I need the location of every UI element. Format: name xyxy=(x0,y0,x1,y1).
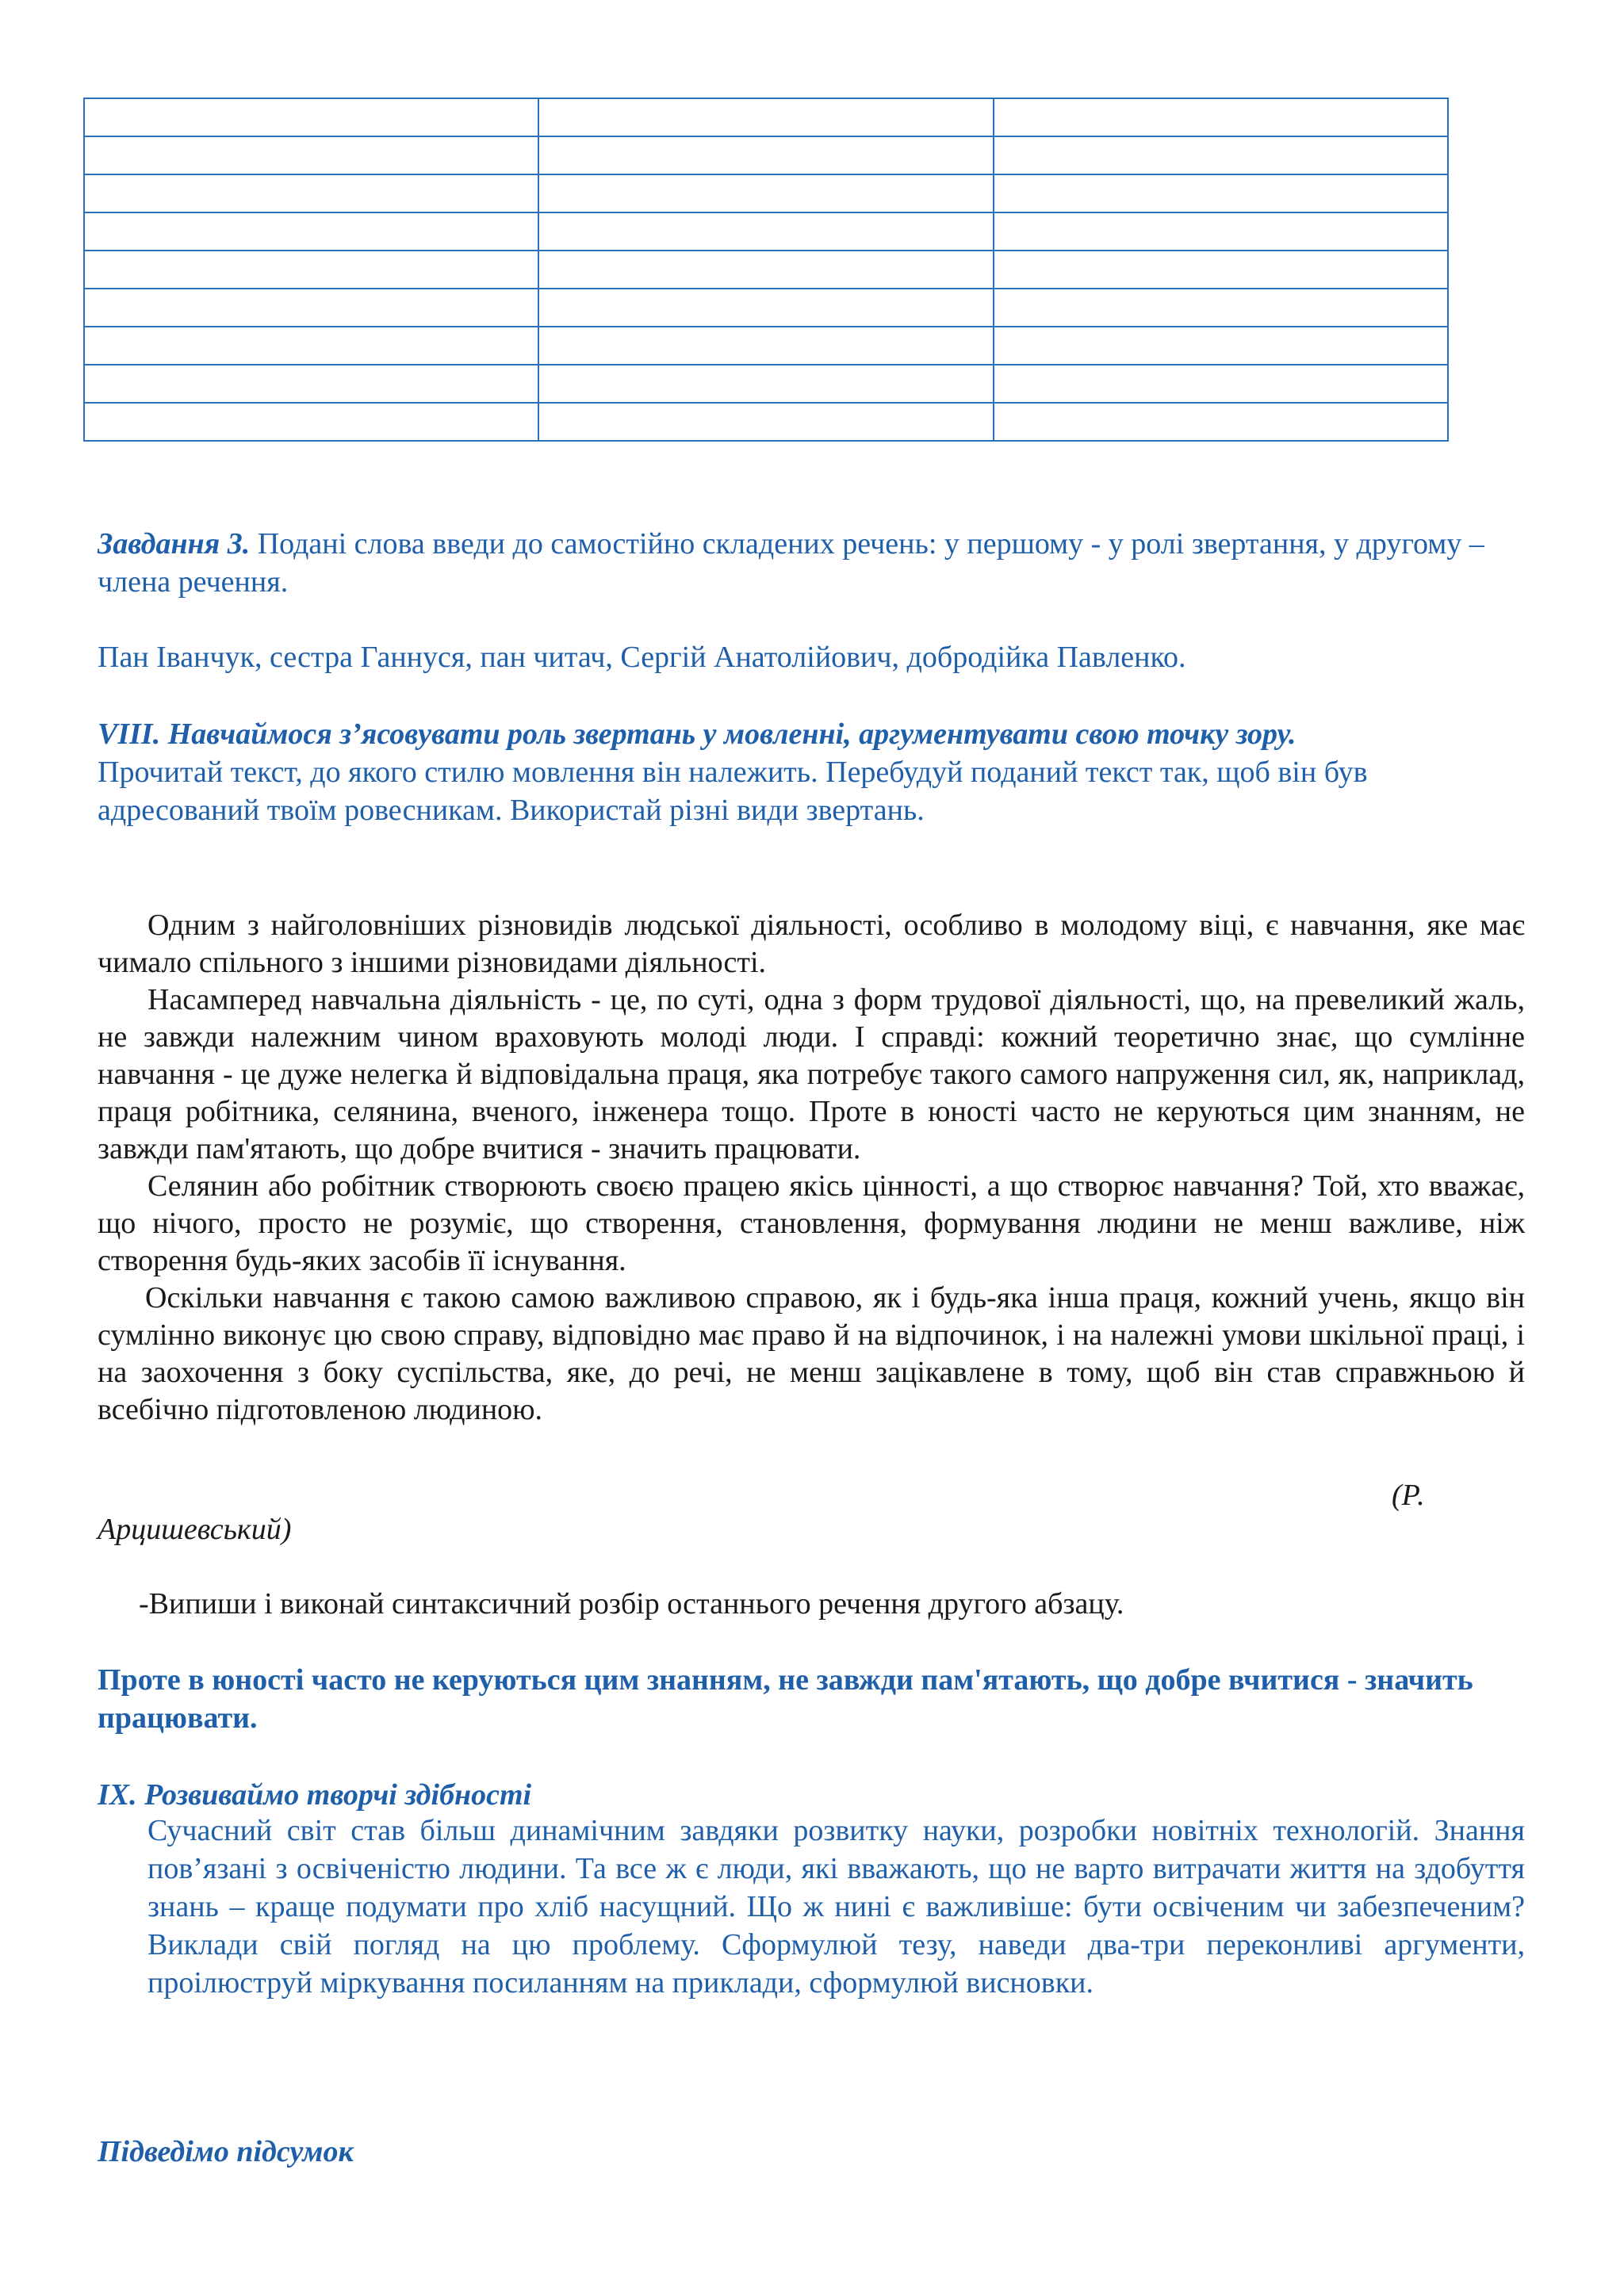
table-cell xyxy=(84,365,538,403)
table-row xyxy=(84,251,1448,289)
text-paragraph-3: Селянин або робітник створюють своєю працею якісь цінності, а що створює навчання? Той, хто вважає, що нічого, просто не розуміє, що створення, становлення, формування людини не менш важливе, ніж створення будь-яких засобів її існування. xyxy=(98,1169,1525,1277)
table-cell xyxy=(538,174,993,212)
answer-table-body xyxy=(84,98,1448,441)
text-paragraph-4: Оскільки навчання є такою самою важливою справою, як і будь-яка інша праця, кожний учень, якщо він сумлінно виконує цю свою справу, відповідно має право й на відпочинок, і на належні умови шкільної праці, і на заохочення з боку суспільства, яке, до речі, не менш зацікавлене в тому, щоб він став справжньою й всебічно підготовленою людиною. xyxy=(98,1281,1525,1426)
section8-text: Прочитай текст, до якого стилю мовлення він належить. Перебудуй поданий текст так, щоб він був адресований твоїм ровесникам. Використай різні види звертань. xyxy=(98,756,1368,827)
table-cell xyxy=(538,327,993,365)
table-cell xyxy=(84,251,538,289)
author-initial: (Р. xyxy=(1392,1479,1425,1512)
table-row xyxy=(84,212,1448,251)
table-row xyxy=(84,365,1448,403)
table-cell xyxy=(538,403,993,441)
table-row xyxy=(84,289,1448,327)
table-cell xyxy=(994,289,1448,327)
table-cell xyxy=(84,98,538,136)
analysis-sentence: Проте в юності часто не керуються цим знанням, не завжди пам'ятають, що добре вчитися - значить працювати. xyxy=(98,1663,1473,1735)
task3-label: Завдання 3. xyxy=(98,527,251,561)
table-cell xyxy=(994,98,1448,136)
summary-heading: Підведімо підсумок xyxy=(98,2135,354,2168)
instruction: -Випиши і виконай синтаксичний розбір останнього речення другого абзацу. xyxy=(139,1587,1124,1621)
table-row xyxy=(84,403,1448,441)
table-cell xyxy=(538,289,993,327)
text-paragraph-2: Насамперед навчальна діяльність - це, по суті, одна з форм трудової діяльності, що, на превеликий жаль, не завжди належним чином враховують молоді люди. І справді: кожний теоретично знає, що сумлінне навчання - це дуже нелегка й відповідальна праця, яка потребує такого самого напруження сил, як, наприклад, праця робітника, селянина, вченого, інженера тощо. Проте в юності часто не керуються цим знанням, не завжди пам'ятають, що добре вчитися - значить працювати. xyxy=(98,983,1525,1165)
answer-table xyxy=(83,98,1449,442)
section9-heading: IX. Розвиваймо творчі здібності xyxy=(98,1778,532,1812)
table-row xyxy=(84,327,1448,365)
table-cell xyxy=(994,212,1448,251)
table-cell xyxy=(84,403,538,441)
names-list: Пан Іванчук, сестра Ганнуся, пан читач, Сергій Анатолійович, добродійка Павленко. xyxy=(98,641,1186,674)
section9-text: Сучасний світ став більш динамічним завдяки розвитку науки, розробки новітніх технологій. Знання пов’язані з освіченістю людини. Та все ж є люди, які вважають, що не варто витрачати життя на здобуття знань – краще подумати про хліб насущний. Що ж нині є важливіше: бути освіченим чи забезпеченим? Виклади свій погляд на цю проблему. Сформулюй тезу, наведи два-три переконливі аргументи, проілюструй міркування посиланням на приклади, сформулюй висновки. xyxy=(147,1814,1525,1999)
table-cell xyxy=(538,251,993,289)
text-paragraph-1: Одним з найголовніших різновидів людської діяльності, особливо в молодому віці, є навчання, яке має чимало спільного з іншими різновидами діяльності. xyxy=(98,909,1525,979)
task3-block xyxy=(98,525,1525,601)
table-cell xyxy=(84,327,538,365)
table-cell xyxy=(84,289,538,327)
table-cell xyxy=(84,136,538,174)
table-cell xyxy=(84,174,538,212)
table-cell xyxy=(994,136,1448,174)
task3-text: Подані слова введи до самостійно складених речень: у першому - у ролі звертання, у другому – члена речення. xyxy=(98,527,1484,599)
section8-heading: VIII. Навчаймося з’ясовувати роль звертань у мовленні, аргументувати свою точку зору. xyxy=(98,718,1297,751)
table-cell xyxy=(994,327,1448,365)
table-row xyxy=(84,174,1448,212)
table-cell xyxy=(538,98,993,136)
main-text xyxy=(98,907,1525,1429)
table-cell xyxy=(994,403,1448,441)
table-cell xyxy=(994,251,1448,289)
table-row xyxy=(84,98,1448,136)
table-cell xyxy=(538,365,993,403)
table-cell xyxy=(538,212,993,251)
section8-block xyxy=(98,715,1525,829)
table-cell xyxy=(994,365,1448,403)
table-cell xyxy=(994,174,1448,212)
table-row xyxy=(84,136,1448,174)
author-surname: Арцишевський) xyxy=(98,1513,292,1546)
table-cell xyxy=(84,212,538,251)
table-cell xyxy=(538,136,993,174)
